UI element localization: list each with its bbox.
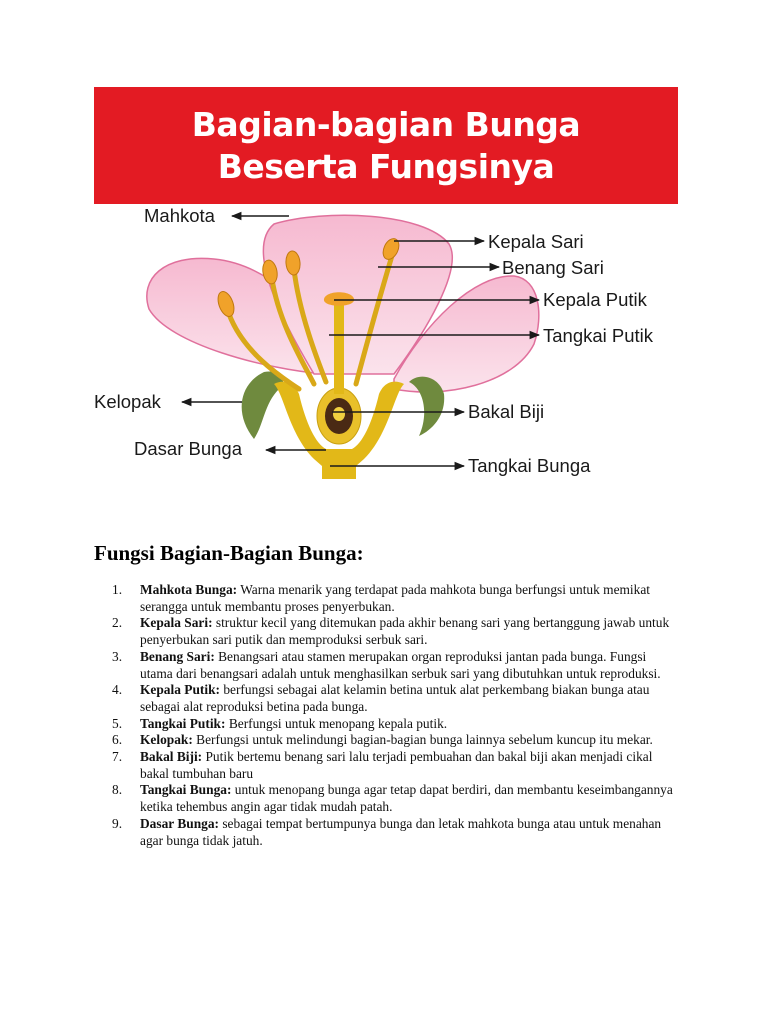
- style: [334, 304, 344, 394]
- label-kepala-putik: Kepala Putik: [543, 289, 647, 310]
- banner-title-line-2: Beserta Fungsinya: [217, 146, 555, 186]
- list-item-tangkai-bunga: 8. Tangkai Bunga: untuk menopang bunga agar tetap dapat berdiri, dan membantu keseimbangannya ketika tehembus angin agar tidak mudah patah.: [112, 782, 673, 815]
- label-kepala-sari: Kepala Sari: [488, 231, 584, 252]
- section-title: Fungsi Bagian-Bagian Bunga:: [94, 541, 364, 565]
- list-item-bakal-biji: 7. Bakal Biji: Putik bertemu benang sari lalu terjadi pembuahan dan bakal biji akan menjadi cikal bakal tumbuhan baru: [112, 749, 653, 781]
- sepal-left: [242, 371, 283, 439]
- list-item-kepala-sari: 2. Kepala Sari: struktur kecil yang ditemukan pada akhir benang sari yang bertanggung jawab untuk penyerbukan sari putik dan memproduksi serbuk sari.: [112, 615, 670, 648]
- function-list: [112, 582, 682, 849]
- label-tangkai-bunga: Tangkai Bunga: [468, 455, 591, 476]
- list-item-tangkai-putik: 5. Tangkai Putik: Berfungsi untuk menopang kepala putik.: [112, 715, 448, 731]
- banner-title-line-1: Bagian-bagian Bunga: [191, 104, 581, 144]
- label-dasar-bunga: Dasar Bunga: [134, 438, 242, 459]
- label-kelopak: Kelopak: [94, 391, 161, 412]
- title-banner: [94, 87, 678, 204]
- sepal-right: [409, 377, 444, 436]
- label-benang-sari: Benang Sari: [502, 257, 604, 278]
- list-item-kepala-putik: 4. Kepala Putik: berfungsi sebagai alat kelamin betina untuk alat perkembang biakan bunga atau sebagai alat reproduksi betina pada bunga.: [112, 682, 650, 714]
- flower-diagram: [94, 204, 684, 494]
- label-tangkai-putik: Tangkai Putik: [543, 325, 654, 346]
- list-item-mahkota-bunga: 1. Mahkota Bunga: Warna menarik yang terdapat pada mahkota bunga berfungsi untuk memikat serangga untuk membantu proses penyerbukan.: [112, 582, 651, 614]
- list-item-benang-sari: 3. Benang Sari: Benangsari atau stamen merupakan organ reproduksi jantan pada bunga. Fungsi utama dari benangsari adalah untuk menghasilkan serbuk sari yang dibutuhkan untuk reproduksi.: [112, 648, 661, 681]
- label-mahkota: Mahkota: [144, 205, 215, 226]
- list-item-kelopak: 6. Kelopak: Berfungsi untuk melindungi bagian-bagian bunga lainnya sebelum kuncup itu mekar.: [112, 732, 653, 748]
- label-bakal-biji: Bakal Biji: [468, 401, 545, 422]
- list-item-dasar-bunga: 9. Dasar Bunga: sebagai tempat bertumpunya bunga dan letak mahkota bunga atau untuk menahan agar bunga tidak jatuh.: [112, 815, 662, 848]
